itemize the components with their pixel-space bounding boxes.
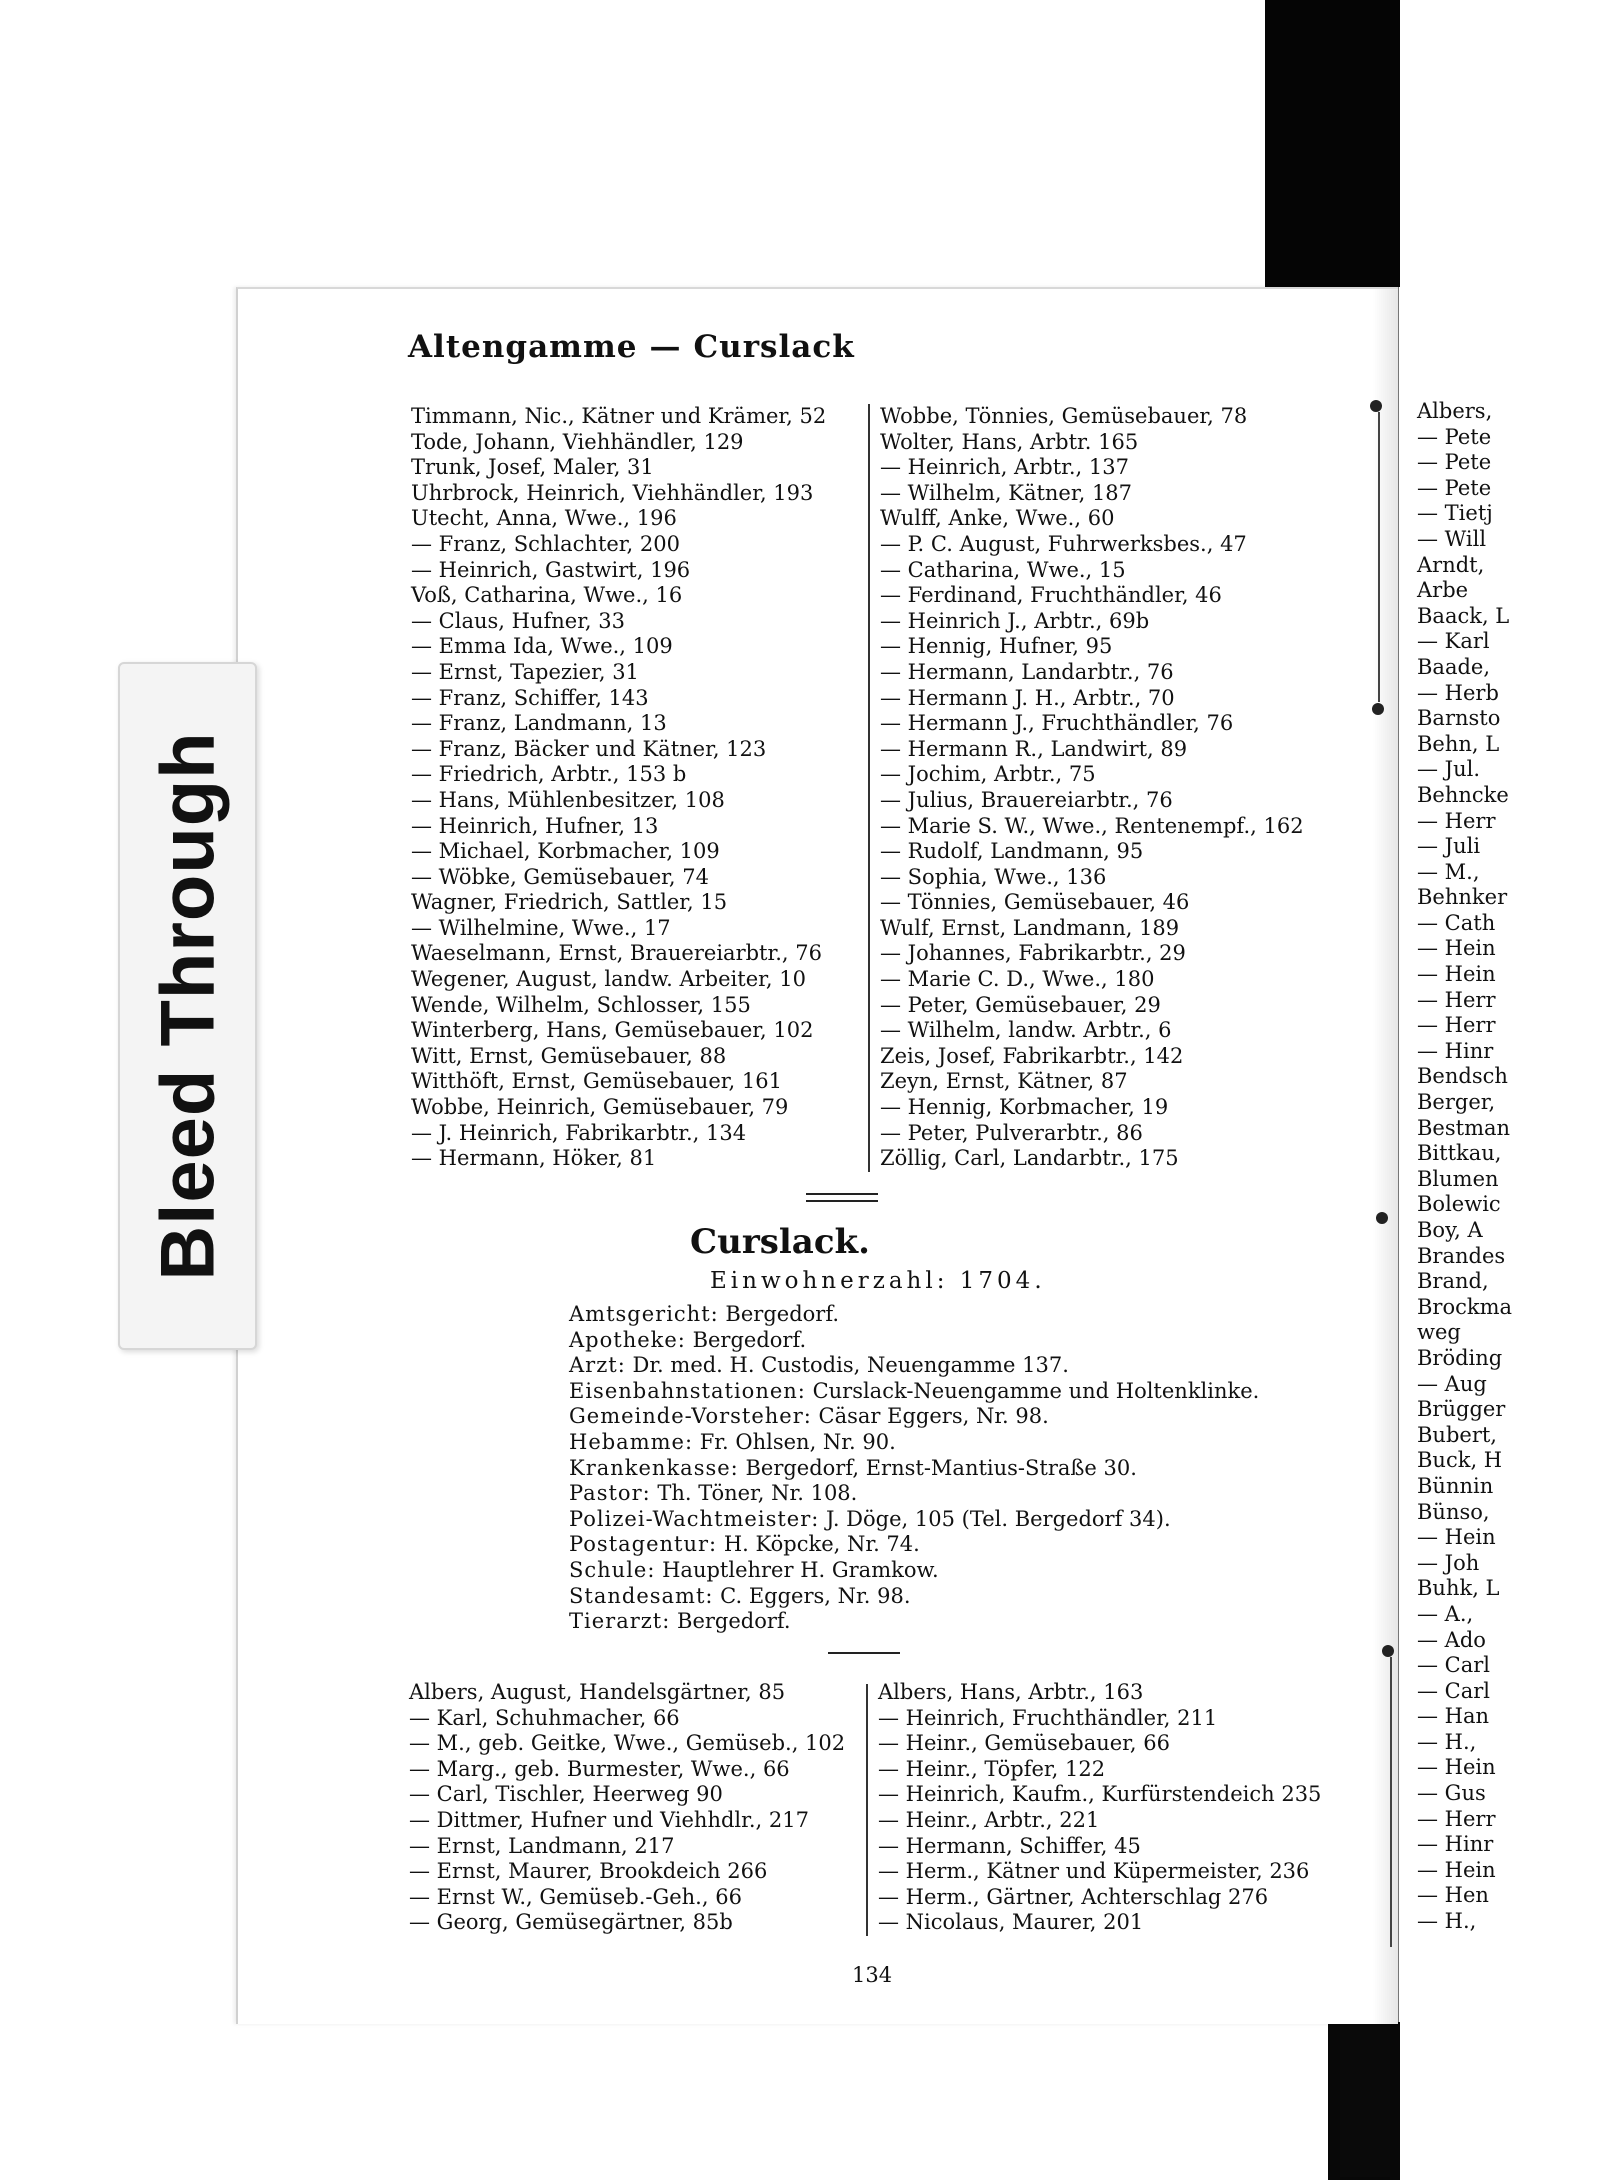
info-label: Eisenbahnstationen:	[569, 1378, 806, 1403]
info-label: Apotheke:	[569, 1327, 686, 1352]
info-row	[569, 1532, 1259, 1558]
section-rule-upper	[806, 1193, 878, 1195]
directory-entry: — Ernst, Landmann, 217	[409, 1833, 675, 1858]
directory-entry: Tode, Johann, Viehhändler, 129	[411, 429, 744, 454]
directory-entry: — Ado	[1417, 1627, 1486, 1652]
directory-entry: Albers, Hans, Arbtr., 163	[878, 1680, 1144, 1704]
directory-entry: — Peter, Pulverarbtr., 86	[880, 1120, 1143, 1145]
info-label: Gemeinde-Vorsteher:	[569, 1404, 812, 1429]
directory-entry: — Han	[1417, 1704, 1490, 1729]
directory-entry: — Pete	[1417, 424, 1492, 449]
info-row	[569, 1404, 1259, 1430]
directory-entry: Blumen	[1417, 1166, 1499, 1191]
info-label: Schule:	[569, 1557, 656, 1582]
directory-entry: Boy, A	[1417, 1218, 1483, 1242]
header-separator: —	[649, 329, 682, 365]
directory-entry: — Jul.	[1417, 757, 1481, 782]
directory-entry: — Heinrich, Fruchthändler, 211	[878, 1705, 1218, 1730]
directory-entry: Bünnin	[1417, 1473, 1494, 1498]
directory-entry: — Juli	[1417, 834, 1481, 859]
directory-entry: — Hinr	[1417, 1038, 1494, 1063]
directory-entry: — Emma Ida, Wwe., 109	[411, 634, 673, 659]
directory-entry: — Herr	[1417, 808, 1496, 833]
directory-entry: — Catharina, Wwe., 15	[880, 557, 1126, 582]
info-row	[569, 1353, 1259, 1379]
info-label: Tierarzt:	[569, 1609, 671, 1634]
directory-entry: Baack, L	[1417, 603, 1510, 628]
directory-entry: — Carl	[1417, 1653, 1491, 1678]
directory-entry: Buck, H	[1417, 1448, 1503, 1473]
running-header	[408, 329, 855, 365]
directory-entry: — Karl	[1417, 629, 1490, 654]
directory-entry: — Tönnies, Gemüsebauer, 46	[880, 890, 1190, 915]
directory-entry: — Hinr	[1417, 1832, 1494, 1857]
directory-entry: — Carl, Tischler, Heerweg 90	[409, 1782, 723, 1807]
directory-entry: — Hennig, Korbmacher, 19	[880, 1095, 1169, 1120]
info-value: H. Köpcke, Nr. 74.	[723, 1532, 920, 1557]
directory-entry: — Hein	[1417, 1525, 1496, 1550]
info-value: Bergedorf.	[677, 1609, 791, 1634]
directory-entry: Baade,	[1417, 654, 1491, 679]
directory-entry: — Heinrich, Gastwirt, 196	[411, 557, 691, 582]
directory-entry: — Ferdinand, Fruchthändler, 46	[880, 583, 1222, 608]
directory-entry: — Pete	[1417, 450, 1492, 475]
directory-entry: — Franz, Schiffer, 143	[411, 685, 649, 710]
directory-entry: Bünso,	[1417, 1499, 1490, 1524]
info-row	[569, 1558, 1259, 1584]
info-row	[569, 1584, 1259, 1610]
directory-entry: — Wilhelm, landw. Arbtr., 6	[880, 1018, 1172, 1043]
info-value: J. Döge, 105 (Tel. Bergedorf 34).	[826, 1506, 1171, 1531]
info-row	[569, 1609, 1259, 1635]
info-label: Arzt:	[569, 1353, 626, 1378]
directory-entry: — Hein	[1417, 936, 1496, 961]
info-label: Amtsgericht:	[569, 1302, 719, 1326]
directory-entry: Bolewic	[1417, 1192, 1501, 1217]
directory-entry: — Johannes, Fabrikarbtr., 29	[880, 941, 1186, 966]
page-number: 134	[852, 1963, 893, 1987]
directory-entry: Behncke	[1417, 782, 1509, 807]
info-label: Hebamme:	[569, 1429, 694, 1454]
directory-entry: — Karl, Schuhmacher, 66	[409, 1705, 680, 1730]
directory-entry: Winterberg, Hans, Gemüsebauer, 102	[411, 1018, 814, 1043]
directory-entry: Behn, L	[1417, 731, 1500, 756]
directory-entry: — Hein	[1417, 1755, 1496, 1780]
directory-entry: Bestman	[1417, 1115, 1511, 1140]
directory-entry: Behnker	[1417, 885, 1508, 910]
binding-hole	[1376, 1212, 1388, 1224]
directory-entry: Timmann, Nic., Kätner und Krämer, 52	[411, 404, 827, 428]
directory-entry: Wolter, Hans, Arbtr. 165	[880, 429, 1139, 454]
directory-entry: — Sophia, Wwe., 136	[880, 864, 1107, 889]
directory-entry: — Hermann J. H., Arbtr., 70	[880, 685, 1175, 710]
directory-entry: Waeselmann, Ernst, Brauereiarbtr., 76	[411, 941, 822, 966]
info-value: Curslack-Neuengamme und Holtenklinke.	[812, 1378, 1260, 1403]
directory-entry: Bröding	[1417, 1345, 1503, 1370]
directory-entry: — Hermann R., Landwirt, 89	[880, 736, 1188, 761]
right-page	[1396, 287, 1600, 2022]
gutter-shadow	[1373, 289, 1398, 2024]
info-row	[569, 1430, 1259, 1456]
directory-entry: — Carl	[1417, 1678, 1491, 1703]
directory-entry: — Franz, Schlachter, 200	[411, 531, 680, 556]
directory-entry: — Will	[1417, 526, 1487, 551]
directory-entry: — J. Heinrich, Fabrikarbtr., 134	[411, 1120, 747, 1145]
directory-entry: — Heinrich, Kaufm., Kurfürstendeich 235	[878, 1782, 1322, 1807]
directory-entry: Wende, Wilhelm, Schlosser, 155	[411, 992, 751, 1017]
directory-column-4	[878, 1680, 1321, 1936]
info-row	[569, 1302, 1259, 1328]
directory-entry: — Jochim, Arbtr., 75	[880, 762, 1096, 787]
directory-entry: — Ernst W., Gemüseb.-Geh., 66	[409, 1884, 742, 1909]
directory-entry: — Wilhelm, Kätner, 187	[880, 480, 1133, 505]
directory-entry: — Herr	[1417, 987, 1496, 1012]
directory-entry: — Ernst, Maurer, Brookdeich 266	[409, 1859, 768, 1884]
directory-entry: — Hermann J., Fruchthändler, 76	[880, 711, 1234, 736]
directory-entry: — Wöbke, Gemüsebauer, 74	[411, 864, 709, 889]
directory-entry: Wobbe, Heinrich, Gemüsebauer, 79	[411, 1095, 789, 1120]
header-right: Curslack	[693, 329, 855, 365]
directory-entry: — Hennig, Hufner, 95	[880, 634, 1113, 659]
directory-entry: — Rudolf, Landmann, 95	[880, 839, 1144, 864]
column-divider-bottom	[866, 1684, 868, 1936]
info-label: Polizei-Wachtmeister:	[569, 1506, 820, 1531]
directory-entry: — Herr	[1417, 1013, 1496, 1038]
directory-entry: Uhrbrock, Heinrich, Viehhändler, 193	[411, 480, 814, 505]
directory-entry: Utecht, Anna, Wwe., 196	[411, 506, 677, 531]
info-label: Postagentur:	[569, 1532, 718, 1557]
directory-entry: — Pete	[1417, 475, 1492, 500]
info-value: Bergedorf, Ernst-Mantius-Straße 30.	[745, 1455, 1137, 1480]
binding-hole	[1370, 400, 1382, 412]
info-value: Cäsar Eggers, Nr. 98.	[818, 1404, 1049, 1429]
directory-entry: — M., geb. Geitke, Wwe., Gemüseb., 102	[409, 1731, 846, 1756]
directory-entry: — Tietj	[1417, 501, 1493, 526]
binding-thread	[1378, 412, 1380, 702]
directory-entry: — Marg., geb. Burmester, Wwe., 66	[409, 1756, 790, 1781]
directory-entry: — Herr	[1417, 1806, 1496, 1831]
directory-entry: — Michael, Korbmacher, 109	[411, 839, 720, 864]
bleed-through-label: Bleed Through	[145, 731, 230, 1281]
directory-entry: — Gus	[1417, 1781, 1486, 1806]
info-row	[569, 1379, 1259, 1405]
directory-entry: Arndt,	[1417, 552, 1485, 577]
directory-entry: — Heinrich, Hufner, 13	[411, 813, 659, 838]
directory-entry: Trunk, Josef, Maler, 31	[411, 455, 654, 480]
directory-entry: — Marie S. W., Wwe., Rentenempf., 162	[880, 813, 1304, 838]
directory-entry: Bendsch	[1417, 1064, 1508, 1089]
directory-entry: Wobbe, Tönnies, Gemüsebauer, 78	[880, 404, 1248, 428]
info-row	[569, 1481, 1259, 1507]
directory-entry: — Nicolaus, Maurer, 201	[878, 1910, 1144, 1935]
directory-entry: Albers,	[1417, 399, 1493, 423]
directory-entry: Zeyn, Ernst, Kätner, 87	[880, 1069, 1128, 1094]
directory-entry: — M.,	[1417, 859, 1480, 884]
info-label: Standesamt:	[569, 1583, 714, 1608]
directory-column-2	[880, 404, 1304, 1172]
directory-entry: Barnsto	[1417, 706, 1501, 731]
directory-entry: — Claus, Hufner, 33	[411, 608, 625, 633]
directory-entry: — Hermann, Höker, 81	[411, 1146, 657, 1171]
right-page-column	[1417, 399, 1512, 1935]
directory-entry: Buhk, L	[1417, 1576, 1500, 1601]
info-value: Fr. Ohlsen, Nr. 90.	[699, 1429, 896, 1454]
header-left: Altengamme	[408, 329, 638, 365]
directory-entry: — H.,	[1417, 1729, 1477, 1754]
directory-entry: — Heinr., Arbtr., 221	[878, 1807, 1100, 1832]
binding-thread	[1390, 1657, 1392, 1947]
directory-entry: — Peter, Gemüsebauer, 29	[880, 992, 1161, 1017]
directory-entry: — Herm., Kätner und Küpermeister, 236	[878, 1859, 1310, 1884]
directory-entry: — Marie C. D., Wwe., 180	[880, 967, 1155, 992]
info-label: Pastor:	[569, 1481, 651, 1506]
directory-entry: — Hans, Mühlenbesitzer, 108	[411, 787, 725, 812]
directory-entry: — Heinr., Töpfer, 122	[878, 1756, 1106, 1781]
info-value: Th. Töner, Nr. 108.	[657, 1481, 858, 1506]
directory-entry: — Hen	[1417, 1883, 1489, 1908]
directory-column-3	[409, 1680, 845, 1936]
info-label: Krankenkasse:	[569, 1455, 739, 1480]
directory-entry: — Joh	[1417, 1550, 1480, 1575]
directory-entry: — A.,	[1417, 1601, 1474, 1626]
directory-entry: Brockma	[1417, 1294, 1513, 1319]
directory-entry: — Aug	[1417, 1371, 1487, 1396]
section-rule-lower	[806, 1200, 878, 1202]
info-row	[569, 1507, 1259, 1533]
directory-entry: Voß, Catharina, Wwe., 16	[411, 583, 683, 608]
info-value: Hauptlehrer H. Gramkow.	[662, 1557, 939, 1582]
directory-entry: Bubert,	[1417, 1422, 1497, 1447]
scan-edge-top	[1265, 0, 1400, 300]
binding-hole	[1382, 1645, 1394, 1657]
directory-entry: Wegener, August, landw. Arbeiter, 10	[411, 967, 806, 992]
info-value: Bergedorf.	[692, 1327, 807, 1352]
directory-entry: Brandes	[1417, 1243, 1506, 1268]
binding-hole	[1372, 703, 1384, 715]
info-value: Dr. med. H. Custodis, Neuengamme 137.	[632, 1353, 1069, 1378]
directory-entry: Brügger	[1417, 1397, 1506, 1422]
directory-entry: weg	[1417, 1320, 1461, 1345]
directory-entry: — Heinrich, Arbtr., 137	[880, 455, 1129, 480]
directory-entry: — Heinrich J., Arbtr., 69b	[880, 608, 1150, 633]
info-end-rule	[828, 1652, 900, 1654]
info-row	[569, 1328, 1259, 1354]
directory-entry: Brand,	[1417, 1269, 1489, 1294]
bleed-through-tag	[118, 662, 257, 1350]
directory-entry: Berger,	[1417, 1090, 1496, 1115]
directory-entry: — H.,	[1417, 1909, 1477, 1934]
directory-entry: Albers, August, Handelsgärtner, 85	[409, 1680, 786, 1704]
directory-entry: Arbe	[1417, 578, 1469, 603]
directory-entry: Wulf, Ernst, Landmann, 189	[880, 915, 1180, 940]
directory-entry: Zöllig, Carl, Landarbtr., 175	[880, 1146, 1179, 1171]
section-title: Curslack.	[690, 1222, 870, 1262]
directory-entry: — Heinr., Gemüsebauer, 66	[878, 1731, 1170, 1756]
info-value: Bergedorf.	[725, 1302, 840, 1326]
directory-entry: — Hermann, Landarbtr., 76	[880, 659, 1174, 684]
directory-entry: — Julius, Brauereiarbtr., 76	[880, 787, 1173, 812]
community-info	[569, 1302, 1259, 1635]
directory-entry: Wulff, Anke, Wwe., 60	[880, 506, 1115, 531]
directory-column-1	[411, 404, 826, 1172]
directory-entry: — Hermann, Schiffer, 45	[878, 1833, 1141, 1858]
directory-entry: — Cath	[1417, 910, 1496, 935]
info-row	[569, 1456, 1259, 1482]
directory-entry: Witthöft, Ernst, Gemüsebauer, 161	[411, 1069, 782, 1094]
directory-entry: — Dittmer, Hufner und Viehhdlr., 217	[409, 1807, 809, 1832]
directory-entry: — Herm., Gärtner, Achterschlag 276	[878, 1884, 1269, 1909]
directory-entry: — Franz, Bäcker und Kätner, 123	[411, 736, 767, 761]
directory-entry: — Herb	[1417, 680, 1499, 705]
directory-entry: — Hein	[1417, 962, 1496, 987]
directory-entry: Witt, Ernst, Gemüsebauer, 88	[411, 1043, 727, 1068]
directory-entry: — P. C. August, Fuhrwerksbes., 47	[880, 531, 1247, 556]
directory-entry: — Friedrich, Arbtr., 153 b	[411, 762, 687, 787]
directory-entry: — Franz, Landmann, 13	[411, 711, 667, 736]
directory-entry: Zeis, Josef, Fabrikarbtr., 142	[880, 1043, 1184, 1068]
directory-entry: Wagner, Friedrich, Sattler, 15	[411, 890, 728, 915]
directory-entry: — Ernst, Tapezier, 31	[411, 659, 639, 684]
directory-entry: — Wilhelmine, Wwe., 17	[411, 915, 671, 940]
directory-entry: — Georg, Gemüsegärtner, 85b	[409, 1910, 733, 1935]
column-divider	[868, 404, 870, 1172]
directory-entry: Bittkau,	[1417, 1141, 1502, 1166]
directory-entry: — Hein	[1417, 1857, 1496, 1882]
info-value: C. Eggers, Nr. 98.	[720, 1583, 911, 1608]
inhabitants-count: Einwohnerzahl: 1704.	[710, 1268, 1046, 1294]
